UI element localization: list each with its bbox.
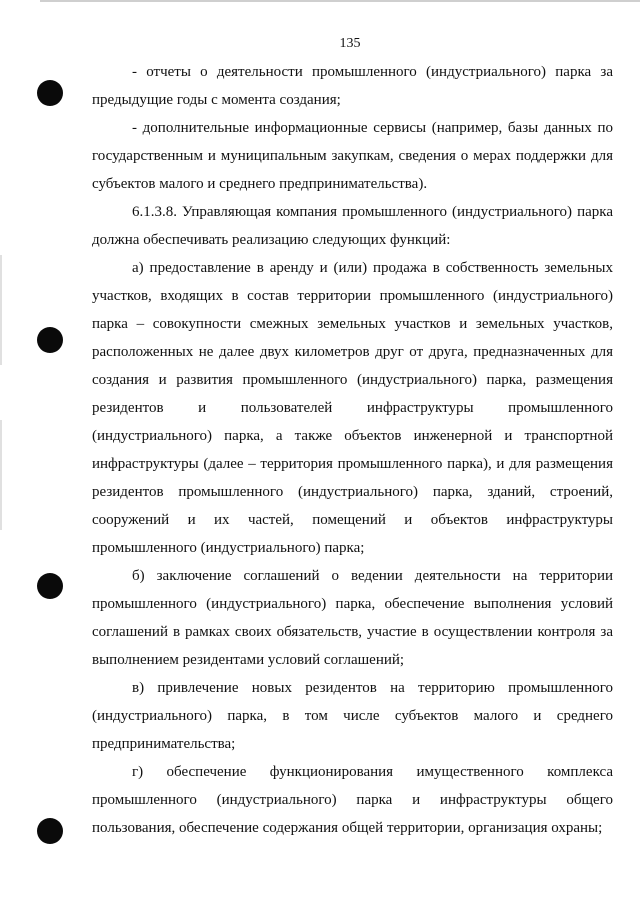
punch-hole: [37, 573, 63, 599]
document-body: [92, 58, 613, 842]
scan-margin-mark: [0, 420, 2, 530]
punch-hole: [37, 327, 63, 353]
punch-hole: [37, 80, 63, 106]
scan-top-edge: [40, 0, 640, 2]
paragraph: б) заключение соглашений о ведении деятельности на территории промышленного (индустриального) парка, обеспечение выполнения условий соглашений в рамках своих обязательств, участие в осуществлении контроля за выполнением резидентами условий соглашений;: [92, 568, 613, 668]
paragraph: 6.1.3.8. Управляющая компания промышленного (индустриального) парка должна обеспечивать реализацию следующих функций:: [92, 204, 613, 248]
paragraph: а) предоставление в аренду и (или) продажа в собственность земельных участков, входящих в состав территории промышленного (индустриального) парка – совокупности смежных земельных участков и земельных участков, расположенных не далее двух километров друг от друга, предназначенных для создания и развития промышленного (индустриального) парка, размещения резидентов и пользователей инфраструктуры промышленного (индустриального) парка, а также объектов инженерной и транспортной инфраструктуры (далее – территория промышленного парка), и для размещения резидентов промышленного (индустриального) парка, зданий, строений, сооружений и их частей, помещений и объектов инфраструктуры промышленного (индустриального) парка;: [92, 260, 613, 556]
paragraph: - дополнительные информационные сервисы (например, базы данных по государственным и муниципальным закупкам, сведения о мерах поддержки для субъектов малого и среднего предпринимательства).: [92, 120, 613, 192]
page-number: 135: [339, 36, 361, 51]
paragraph: г) обеспечение функционирования имущественного комплекса промышленного (индустриального) парка и инфраструктуры общего пользования, обеспечение содержания общей территории, организация охраны;: [92, 764, 613, 836]
scan-margin-mark: [0, 255, 2, 365]
punch-hole: [37, 818, 63, 844]
paragraph: в) привлечение новых резидентов на территорию промышленного (индустриального) парка, в том числе субъектов малого и среднего предпринимательства;: [92, 680, 613, 752]
paragraph: - отчеты о деятельности промышленного (индустриального) парка за предыдущие годы с момента создания;: [92, 64, 613, 108]
